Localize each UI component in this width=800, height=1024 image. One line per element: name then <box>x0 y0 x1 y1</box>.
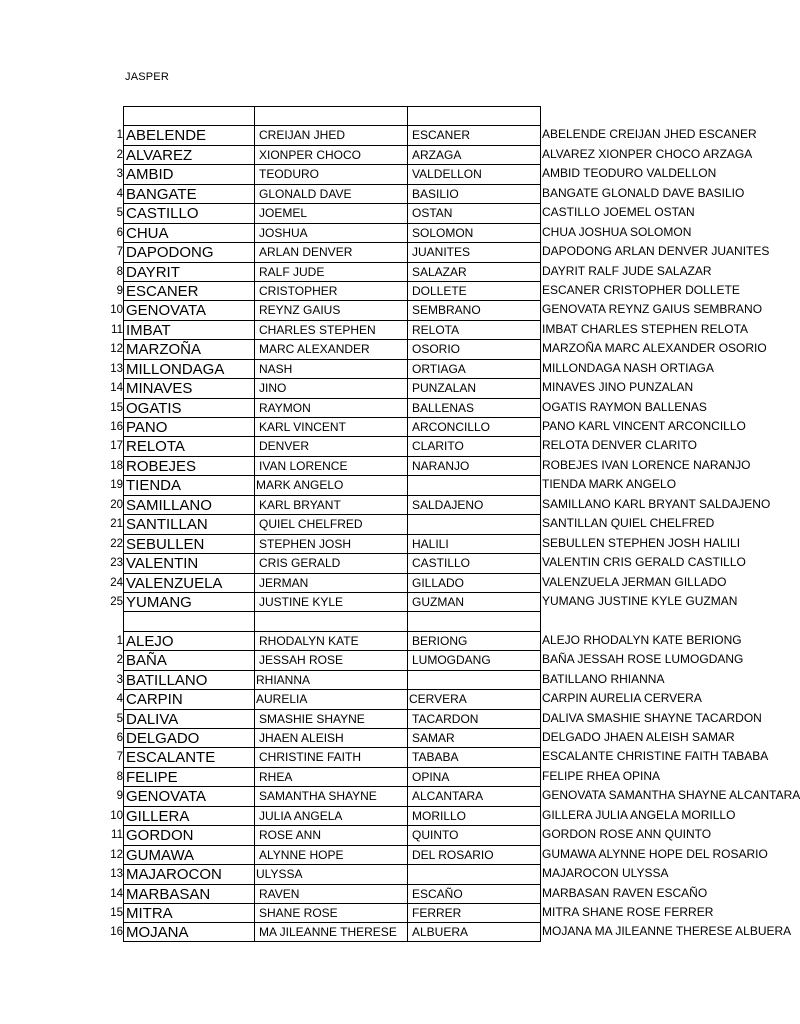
full-name-text: ESCALANTE CHRISTINE FAITH TABABA <box>542 749 769 764</box>
table-row <box>103 125 757 145</box>
table-row <box>103 475 677 495</box>
table-row <box>103 845 768 864</box>
middle-name-cell: CERVERA <box>407 689 541 708</box>
first-name-cell: RHODALYN KATE <box>254 631 407 650</box>
table-row <box>103 786 800 806</box>
table-row <box>103 456 751 475</box>
table-row <box>103 164 717 184</box>
first-name-cell: JUSTINE KYLE <box>254 592 407 611</box>
last-name-cell: FELIPE <box>123 767 254 786</box>
first-name-cell: SHANE ROSE <box>254 903 407 922</box>
full-name-text: ALEJO RHODALYN KATE BERIONG <box>542 632 742 647</box>
last-name-cell: BAÑA <box>123 650 254 669</box>
table-row <box>103 300 763 320</box>
row-number: 22 <box>110 537 123 550</box>
last-name-cell: BATILLANO <box>123 670 254 689</box>
first-name-cell: SMASHIE SHAYNE <box>254 709 407 728</box>
first-name-cell: JINO <box>254 378 407 397</box>
full-name-text: MILLONDAGA NASH ORTIAGA <box>542 360 714 375</box>
middle-name-cell: QUINTO <box>407 825 541 844</box>
table-row <box>103 534 741 553</box>
row-number: 2 <box>116 148 123 161</box>
middle-name-cell: SOLOMON <box>407 223 541 242</box>
full-name-text: GILLERA JULIA ANGELA MORILLO <box>542 807 736 822</box>
table-row <box>103 417 746 436</box>
first-name-cell: DENVER <box>254 436 407 455</box>
first-name-cell: KARL BRYANT <box>254 495 407 514</box>
first-name-cell: JESSAH ROSE <box>254 650 407 669</box>
first-name-cell: RAYMON <box>254 398 407 417</box>
middle-name-cell: NARANJO <box>407 456 541 475</box>
first-name-cell: CRIS GERALD <box>254 553 407 572</box>
empty-cell <box>254 611 407 630</box>
row-number: 16 <box>110 926 123 939</box>
first-name-cell: ALYNNE HOPE <box>254 845 407 864</box>
middle-name-cell: CASTILLO <box>407 553 541 572</box>
row-number: 10 <box>110 809 123 822</box>
middle-name-cell: TACARDON <box>407 709 541 728</box>
last-name-cell: MINAVES <box>123 378 254 397</box>
first-name-cell: SAMANTHA SHAYNE <box>254 786 407 805</box>
table-row <box>103 689 702 709</box>
row-number: 12 <box>110 343 123 356</box>
first-name-cell: JULIA ANGELA <box>254 806 407 825</box>
row-number: 11 <box>111 829 123 842</box>
full-name-text: BAÑA JESSAH ROSE LUMOGDANG <box>542 652 744 667</box>
last-name-cell: RELOTA <box>123 436 254 455</box>
row-number: 19 <box>110 479 123 492</box>
middle-name-cell: DEL ROSARIO <box>407 845 541 864</box>
middle-name-cell: SALAZAR <box>407 262 541 281</box>
row-number: 9 <box>116 284 123 297</box>
first-name-cell: KARL VINCENT <box>254 417 407 436</box>
full-name-text: BANGATE GLONALD DAVE BASILIO <box>542 185 745 200</box>
full-name-text: GUMAWA ALYNNE HOPE DEL ROSARIO <box>542 846 768 861</box>
table-row <box>103 631 742 650</box>
last-name-cell: YUMANG <box>123 592 254 611</box>
row-number: 8 <box>116 770 123 783</box>
first-name-cell: ROSE ANN <box>254 825 407 844</box>
middle-name-cell: RELOTA <box>407 320 541 339</box>
empty-cell <box>407 611 541 630</box>
last-name-cell: DAYRIT <box>123 262 254 281</box>
last-name-cell: MARZOÑA <box>123 339 254 358</box>
middle-name-cell: VALDELLON <box>407 164 541 183</box>
row-number: 12 <box>110 848 123 861</box>
first-name-cell: TEODURO <box>254 164 407 183</box>
row-number: 11 <box>111 323 123 336</box>
middle-name-cell: SAMAR <box>407 728 541 747</box>
separator-blank-row <box>103 611 663 630</box>
last-name-cell: GORDON <box>123 825 254 844</box>
full-name-text: OGATIS RAYMON BALLENAS <box>542 399 707 414</box>
first-name-cell: QUIEL CHELFRED <box>254 514 407 533</box>
full-name-text: SAMILLANO KARL BRYANT SALDAJENO <box>542 496 771 511</box>
row-number: 5 <box>116 712 123 725</box>
table-row <box>103 514 715 534</box>
full-name-text: DALIVA SMASHIE SHAYNE TACARDON <box>542 710 762 725</box>
table-row <box>103 436 697 456</box>
full-name-text: BATILLANO RHIANNA <box>542 671 665 686</box>
last-name-cell: VALENTIN <box>123 553 254 572</box>
row-number: 18 <box>110 459 123 472</box>
last-name-cell: AMBID <box>123 164 254 183</box>
first-name-cell: STEPHEN JOSH <box>254 534 407 553</box>
table-row <box>103 281 740 300</box>
middle-name-cell: HALILI <box>407 534 541 553</box>
first-name-cell: NASH <box>254 359 407 378</box>
table-row <box>103 339 767 359</box>
middle-name-cell: GILLADO <box>407 573 541 592</box>
last-name-cell: DAPODONG <box>123 242 254 261</box>
middle-name-cell: JUANITES <box>407 242 541 261</box>
middle-name-cell: ESCANER <box>407 125 541 144</box>
row-number: 8 <box>116 265 123 278</box>
table-row <box>103 922 792 942</box>
full-name-text: CASTILLO JOEMEL OSTAN <box>542 205 695 220</box>
table-row <box>103 670 663 689</box>
middle-name-cell: MORILLO <box>407 806 541 825</box>
row-number: 15 <box>110 401 123 414</box>
full-name-text: GORDON ROSE ANN QUINTO <box>542 827 712 842</box>
row-number: 23 <box>110 557 123 570</box>
table-row <box>103 884 708 903</box>
last-name-cell: GILLERA <box>123 806 254 825</box>
last-name-cell: SAMILLANO <box>123 495 254 514</box>
row-number: 14 <box>110 887 123 900</box>
full-name-text: DAPODONG ARLAN DENVER JUANITES <box>542 244 770 259</box>
last-name-cell: MITRA <box>123 903 254 922</box>
row-number: 4 <box>116 693 123 706</box>
full-name-text: MINAVES JINO PUNZALAN <box>542 380 694 395</box>
last-name-cell: PANO <box>123 417 254 436</box>
last-name-cell: MILLONDAGA <box>123 359 254 378</box>
table-row <box>103 378 694 398</box>
last-name-cell: IMBAT <box>123 320 254 339</box>
middle-name-cell: ALCANTARA <box>407 786 541 805</box>
empty-cell <box>123 106 254 125</box>
middle-name-cell: ARCONCILLO <box>407 417 541 436</box>
first-name-cell: GLONALD DAVE <box>254 184 407 203</box>
middle-name-cell: BERIONG <box>407 631 541 650</box>
first-name-cell: JOEMEL <box>254 203 407 222</box>
full-name-text: SEBULLEN STEPHEN JOSH HALILI <box>542 535 741 550</box>
table-row <box>103 650 744 670</box>
middle-name-cell <box>407 475 541 494</box>
middle-name-cell <box>407 670 541 689</box>
first-name-cell: RALF JUDE <box>254 262 407 281</box>
full-name-text: FELIPE RHEA OPINA <box>542 768 661 783</box>
last-name-cell: ALEJO <box>123 631 254 650</box>
table-row <box>103 242 770 262</box>
header-blank-row <box>103 106 663 125</box>
first-name-cell: ARLAN DENVER <box>254 242 407 261</box>
table-row <box>103 806 736 825</box>
row-number: 3 <box>116 673 123 686</box>
row-number: 5 <box>116 207 123 220</box>
row-number: 20 <box>110 498 123 511</box>
middle-name-cell: OSORIO <box>407 339 541 358</box>
full-name-text: DELGADO JHAEN ALEISH SAMAR <box>542 730 735 744</box>
middle-name-cell <box>407 514 541 533</box>
empty-cell <box>254 106 407 125</box>
row-number: 6 <box>116 732 123 744</box>
middle-name-cell: FERRER <box>407 903 541 922</box>
last-name-cell: DALIVA <box>123 709 254 728</box>
first-name-cell: JERMAN <box>254 573 407 592</box>
full-name-text: MAJAROCON ULYSSA <box>542 866 669 881</box>
table-row <box>103 553 746 573</box>
row-number: 13 <box>110 868 123 881</box>
last-name-cell: GUMAWA <box>123 845 254 864</box>
table-row <box>103 495 771 514</box>
middle-name-cell: OPINA <box>407 767 541 786</box>
full-name-text: CHUA JOSHUA SOLOMON <box>542 224 692 239</box>
middle-name-cell <box>407 864 541 883</box>
last-name-cell: ABELENDE <box>123 125 254 144</box>
empty-cell <box>407 106 541 125</box>
row-number: 14 <box>110 382 123 395</box>
full-name-text: MARBASAN RAVEN ESCAÑO <box>542 885 708 900</box>
table-row <box>103 825 712 845</box>
full-name-text: VALENZUELA JERMAN GILLADO <box>542 574 727 589</box>
table-row <box>103 709 762 728</box>
table-row <box>103 359 714 378</box>
table-row <box>103 747 769 767</box>
middle-name-cell: ARZAGA <box>407 145 541 164</box>
row-number: 1 <box>116 634 123 647</box>
last-name-cell: ALVAREZ <box>123 145 254 164</box>
last-name-cell: CASTILLO <box>123 203 254 222</box>
last-name-cell: CARPIN <box>123 689 254 708</box>
first-name-cell: CREIJAN JHED <box>254 125 407 144</box>
middle-name-cell: PUNZALAN <box>407 378 541 397</box>
row-number: 21 <box>110 518 123 531</box>
middle-name-cell: OSTAN <box>407 203 541 222</box>
full-name-text: ROBEJES IVAN LORENCE NARANJO <box>542 457 751 472</box>
first-name-cell: CRISTOPHER <box>254 281 407 300</box>
row-number: 16 <box>110 421 123 433</box>
full-name-text: SANTILLAN QUIEL CHELFRED <box>542 516 715 531</box>
first-name-cell: RHIANNA <box>254 670 407 689</box>
table-row <box>103 145 753 164</box>
row-number: 25 <box>110 595 123 608</box>
full-name-text: AMBID TEODURO VALDELLON <box>542 166 717 181</box>
first-name-cell: MARC ALEXANDER <box>254 339 407 358</box>
row-number: 7 <box>116 246 123 259</box>
full-name-text: MARZOÑA MARC ALEXANDER OSORIO <box>542 341 767 356</box>
middle-name-cell: ORTIAGA <box>407 359 541 378</box>
table-row <box>103 184 745 203</box>
name-list-sheet <box>103 106 800 942</box>
last-name-cell: MAJAROCON <box>123 864 254 883</box>
middle-name-cell: TABABA <box>407 747 541 766</box>
last-name-cell: MOJANA <box>123 922 254 941</box>
full-name-text: ALVAREZ XIONPER CHOCO ARZAGA <box>542 146 753 161</box>
last-name-cell: ROBEJES <box>123 456 254 475</box>
middle-name-cell: SALDAJENO <box>407 495 541 514</box>
middle-name-cell: ESCAÑO <box>407 884 541 903</box>
last-name-cell: GENOVATA <box>123 300 254 319</box>
middle-name-cell: LUMOGDANG <box>407 650 541 669</box>
first-name-cell: AURELIA <box>254 689 407 708</box>
table-row <box>103 592 738 611</box>
last-name-cell: GENOVATA <box>123 786 254 805</box>
empty-cell <box>123 611 254 630</box>
full-name-text: VALENTIN CRIS GERALD CASTILLO <box>542 555 746 570</box>
table-row <box>103 767 663 786</box>
last-name-cell: SANTILLAN <box>123 514 254 533</box>
first-name-cell: REYNZ GAIUS <box>254 300 407 319</box>
row-number: 24 <box>110 576 123 589</box>
row-number: 3 <box>116 168 123 181</box>
first-name-cell: IVAN LORENCE <box>254 456 407 475</box>
table-row <box>103 864 669 884</box>
row-number: 2 <box>116 654 123 667</box>
first-name-cell: JOSHUA <box>254 223 407 242</box>
table-row <box>103 398 707 417</box>
full-name-text: DAYRIT RALF JUDE SALAZAR <box>542 263 712 278</box>
table-row <box>103 203 695 223</box>
row-number: 6 <box>116 226 123 239</box>
last-name-cell: ESCALANTE <box>123 747 254 766</box>
first-name-cell: ULYSSA <box>254 864 407 883</box>
full-name-text: TIENDA MARK ANGELO <box>542 477 677 492</box>
table-row <box>103 223 692 242</box>
table-row <box>103 728 735 747</box>
middle-name-cell: BALLENAS <box>407 398 541 417</box>
last-name-cell: ESCANER <box>123 281 254 300</box>
row-number: 4 <box>116 187 123 200</box>
first-name-cell: MA JILEANNE THERESE <box>254 922 407 941</box>
full-name-text: YUMANG JUSTINE KYLE GUZMAN <box>542 593 738 608</box>
first-name-cell: CHRISTINE FAITH <box>254 747 407 766</box>
last-name-cell: DELGADO <box>123 728 254 747</box>
last-name-cell: MARBASAN <box>123 884 254 903</box>
last-name-cell: TIENDA <box>123 475 254 494</box>
full-name-text: MOJANA MA JILEANNE THERESE ALBUERA <box>542 924 792 939</box>
row-number: 7 <box>116 751 123 764</box>
table-row <box>103 573 727 592</box>
middle-name-cell: SEMBRANO <box>407 300 541 319</box>
full-name-text: IMBAT CHARLES STEPHEN RELOTA <box>542 321 749 336</box>
first-name-cell: XIONPER CHOCO <box>254 145 407 164</box>
middle-name-cell: GUZMAN <box>407 592 541 611</box>
middle-name-cell: CLARITO <box>407 436 541 455</box>
first-name-cell: RAVEN <box>254 884 407 903</box>
last-name-cell: BANGATE <box>123 184 254 203</box>
sheet-title: JASPER <box>125 71 169 83</box>
last-name-cell: SEBULLEN <box>123 534 254 553</box>
full-name-text: ABELENDE CREIJAN JHED ESCANER <box>542 127 757 142</box>
full-name-text: ESCANER CRISTOPHER DOLLETE <box>542 282 740 297</box>
first-name-cell: RHEA <box>254 767 407 786</box>
row-number: 1 <box>116 129 123 142</box>
row-number: 15 <box>110 906 123 919</box>
last-name-cell: VALENZUELA <box>123 573 254 592</box>
row-number: 10 <box>110 304 123 317</box>
full-name-text: GENOVATA SAMANTHA SHAYNE ALCANTARA <box>542 788 800 803</box>
row-number: 9 <box>116 790 123 803</box>
table-row <box>103 320 749 339</box>
full-name-text: MITRA SHANE ROSE FERRER <box>542 904 714 919</box>
middle-name-cell: DOLLETE <box>407 281 541 300</box>
table-row <box>103 903 714 922</box>
middle-name-cell: BASILIO <box>407 184 541 203</box>
row-number: 13 <box>110 362 123 375</box>
row-number: 17 <box>110 440 123 453</box>
full-name-text: GENOVATA REYNZ GAIUS SEMBRANO <box>542 302 763 317</box>
last-name-cell: CHUA <box>123 223 254 242</box>
first-name-cell: MARK ANGELO <box>254 475 407 494</box>
full-name-text: RELOTA DENVER CLARITO <box>542 438 697 453</box>
full-name-text: CARPIN AURELIA CERVERA <box>542 691 702 706</box>
middle-name-cell: ALBUERA <box>407 922 541 941</box>
first-name-cell: JHAEN ALEISH <box>254 728 407 747</box>
last-name-cell: OGATIS <box>123 398 254 417</box>
first-name-cell: CHARLES STEPHEN <box>254 320 407 339</box>
full-name-text: PANO KARL VINCENT ARCONCILLO <box>542 419 746 433</box>
table-row <box>103 262 712 281</box>
